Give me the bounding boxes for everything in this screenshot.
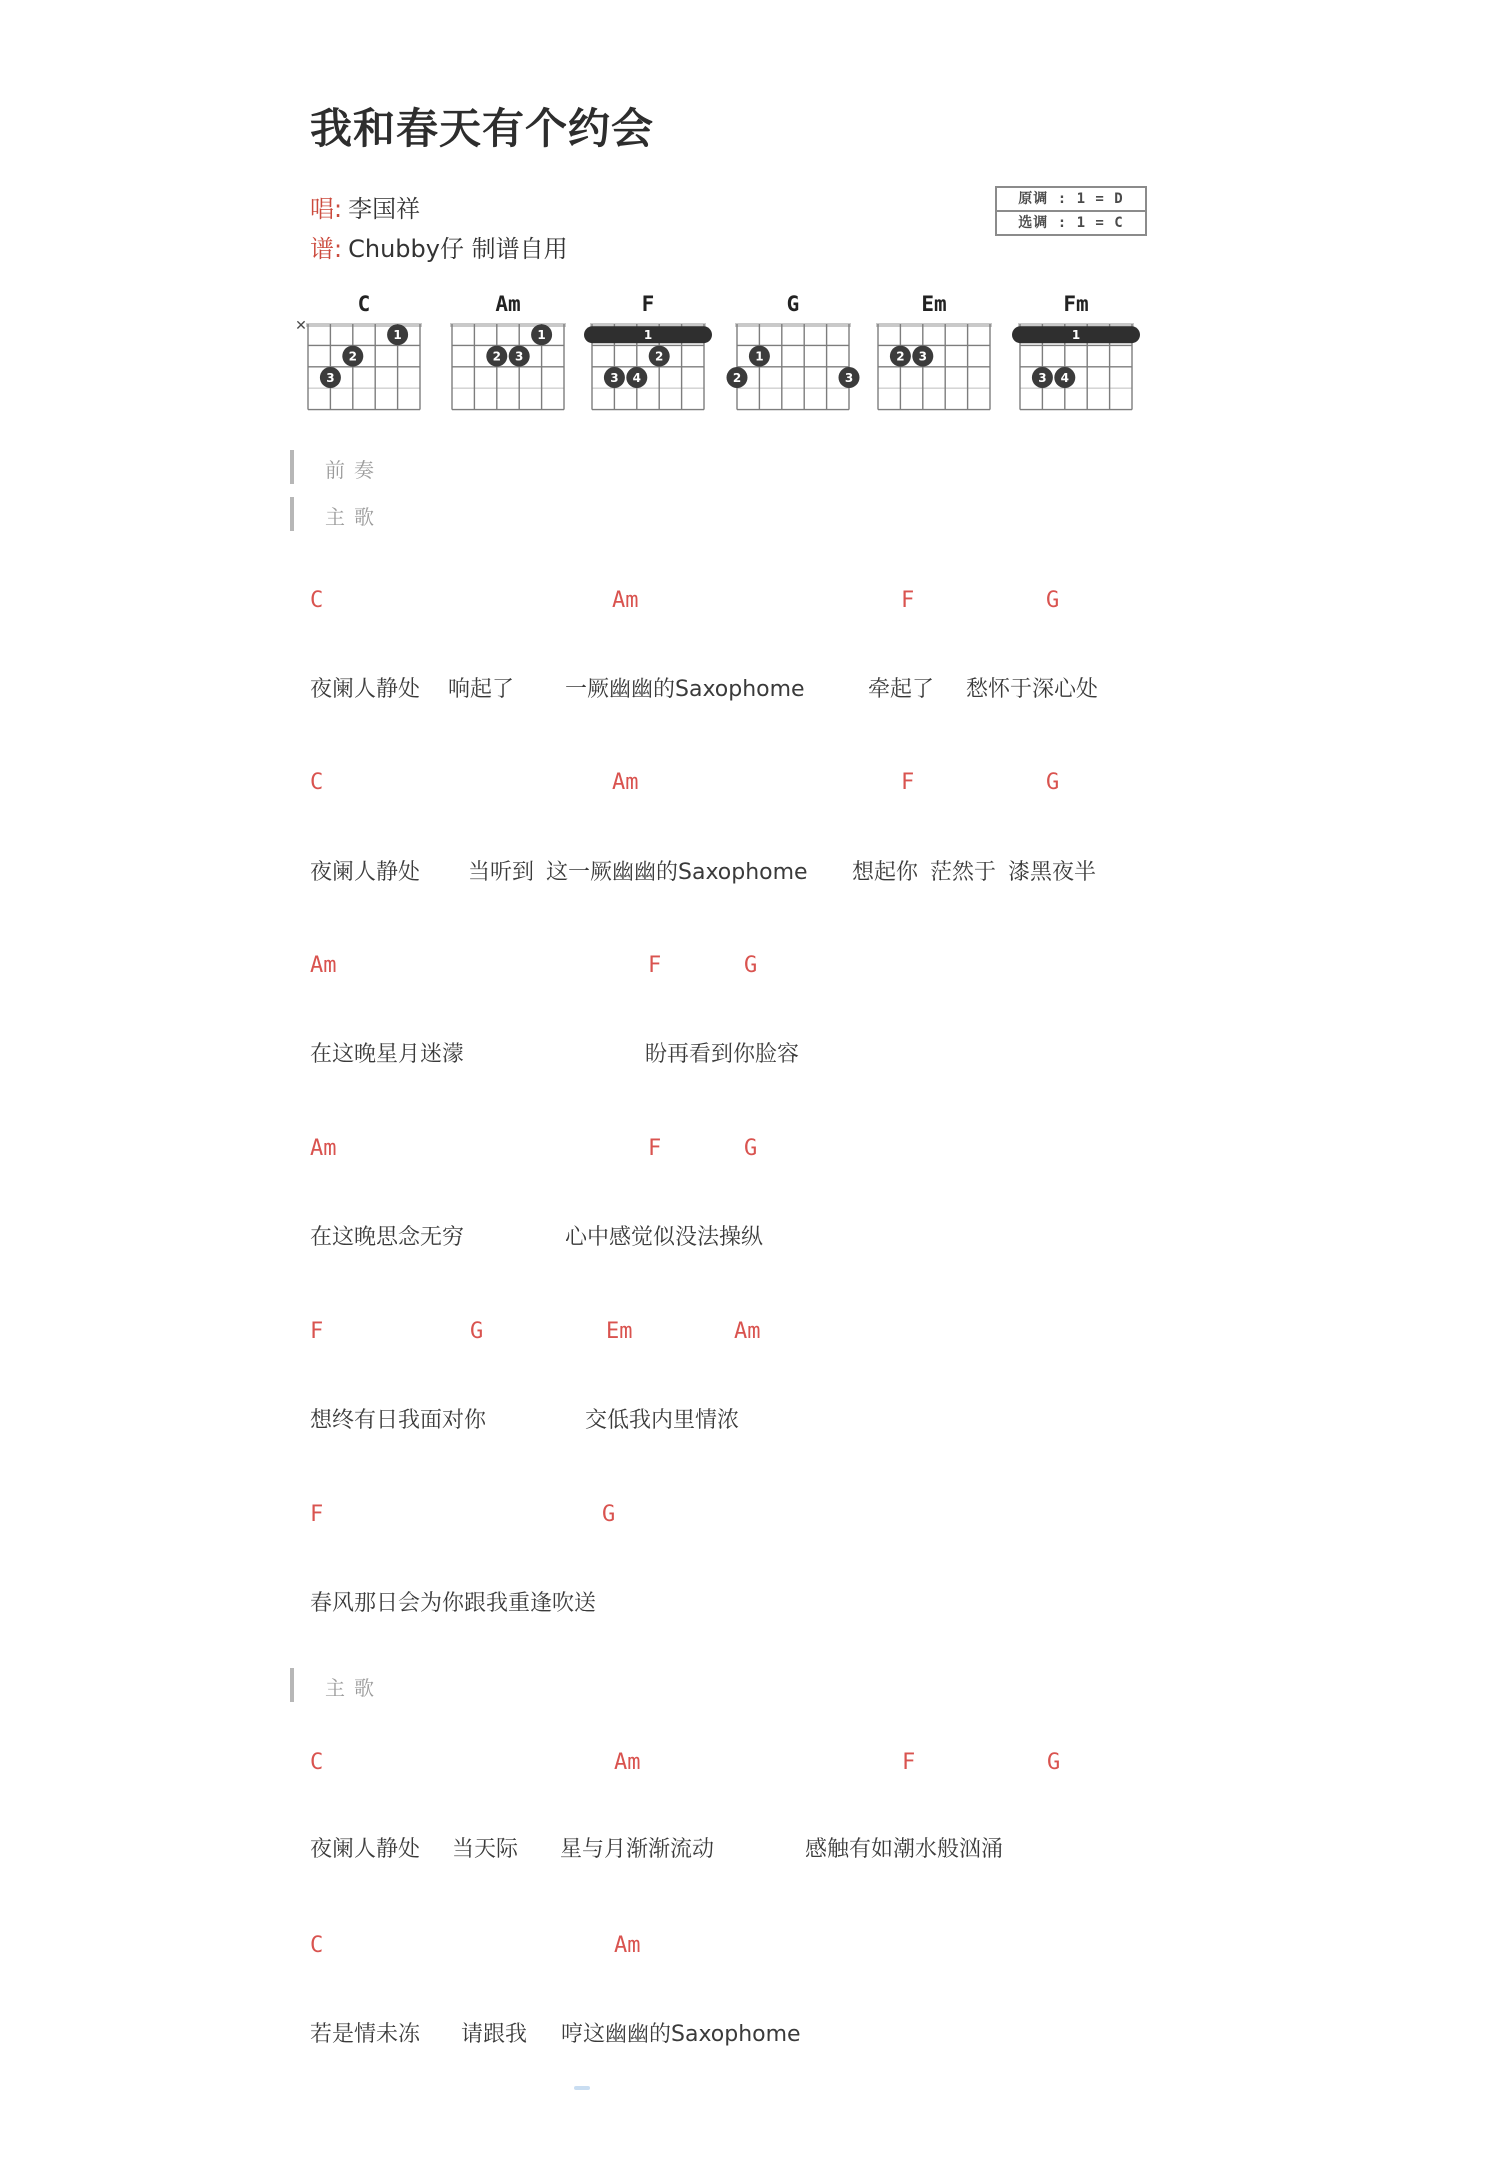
chord-symbol: F: [310, 1502, 324, 1527]
lyric-segment: 当天际: [452, 1837, 519, 1862]
section-marker: [290, 1668, 590, 1704]
section-marker: [290, 450, 590, 486]
finger-number: 1: [537, 328, 546, 343]
chord-line: [0, 1136, 1500, 1166]
page-title: 我和春天有个约会: [310, 104, 655, 153]
finger-number: 4: [632, 371, 641, 385]
section-label: 前奏: [325, 458, 383, 482]
lyric-line: [0, 672, 1500, 704]
fretboard-grid: [438, 319, 578, 419]
original-key: 原调 : 1 = D: [1018, 191, 1124, 207]
finger-number: 2: [896, 349, 905, 364]
chord-symbol: G: [602, 1502, 616, 1527]
barre-finger-number: 1: [643, 328, 653, 343]
lyric-segment: 若是情未冻: [310, 2022, 421, 2047]
chord-symbol: G: [744, 953, 758, 978]
lyric-segment: 盼再看到你脸容: [645, 1042, 800, 1067]
chord-diagram-Am: [438, 292, 578, 419]
lyric-segment: 春风那日会为你跟我重逢吹送: [310, 1591, 597, 1616]
chord-symbol: Am: [612, 770, 639, 795]
chord-line: [0, 770, 1500, 800]
chord-symbol: Am: [310, 953, 337, 978]
sheet-author-line: [310, 229, 568, 264]
lyric-segment: 哼这幽幽的Saxophome: [561, 2022, 801, 2047]
lyric-segment: 在这晚星月迷濛: [310, 1042, 465, 1067]
chord-line: [0, 1933, 1500, 1963]
chord-symbol: G: [1046, 770, 1060, 795]
chord-diagram-Em: [864, 292, 1004, 419]
lyric-segment: 夜阑人静处: [310, 860, 421, 885]
muted-string-marker: ✕: [295, 319, 307, 334]
finger-number: 2: [655, 349, 664, 364]
chord-diagram-title: G: [786, 292, 800, 316]
lyric-line: [0, 1403, 1500, 1435]
sheet-author: Chubby仔 制谱自用: [348, 235, 568, 263]
chord-diagram-F: [578, 292, 718, 419]
lyric-line: [0, 1220, 1500, 1252]
section-bar: [290, 450, 294, 484]
chord-symbol: F: [648, 953, 662, 978]
fretboard-grid: [294, 319, 434, 419]
chord-symbol: Am: [310, 1136, 337, 1161]
section-label: 主歌: [325, 505, 383, 529]
chord-line: [0, 1750, 1500, 1780]
chord-diagram-title: Em: [921, 292, 947, 316]
fretboard-grid: [578, 319, 718, 419]
key-info-box: [995, 186, 1147, 236]
chord-symbol: F: [648, 1136, 662, 1161]
chord-diagram-G: [723, 292, 863, 419]
chord-symbol: C: [310, 588, 324, 613]
chord-line: [0, 588, 1500, 618]
finger-number: 1: [393, 328, 402, 343]
lyric-line: [0, 855, 1500, 887]
chord-symbol: F: [901, 770, 915, 795]
finger-number: 3: [1038, 371, 1047, 385]
lyric-segment: 当听到: [468, 860, 535, 885]
chord-symbol: Am: [614, 1933, 641, 1958]
chord-diagram-title: F: [641, 292, 655, 316]
lyric-segment: 这一厥幽幽的Saxophome: [546, 860, 808, 885]
chord-symbol: Am: [734, 1319, 761, 1344]
lyric-line: [0, 1037, 1500, 1069]
lyric-segment: 漆黑夜半: [1008, 860, 1097, 885]
singer-name: 李国祥: [348, 195, 421, 223]
fretboard-grid: [1006, 319, 1146, 419]
finger-number: 3: [326, 371, 335, 385]
lyric-segment: 夜阑人静处: [310, 1837, 421, 1862]
barre-finger-number: 1: [1071, 328, 1081, 343]
finger-number: 2: [348, 349, 357, 364]
lyric-segment: 响起了: [448, 677, 515, 702]
singer-label: 唱:: [310, 195, 343, 223]
lyric-segment: 心中感觉似没法操纵: [565, 1225, 764, 1250]
chord-diagram-Fm: [1006, 292, 1146, 419]
lyric-segment: 一厥幽幽的Saxophome: [565, 677, 805, 702]
chord-symbol: Am: [612, 588, 639, 613]
section-label: 主歌: [325, 1676, 383, 1700]
chord-symbol: Am: [614, 1750, 641, 1775]
lyric-segment: 星与月渐渐流动: [560, 1837, 715, 1862]
section-bar: [290, 497, 294, 531]
chord-line: [0, 1502, 1500, 1532]
finger-number: 4: [1060, 371, 1069, 385]
chord-diagram-title: Fm: [1063, 292, 1089, 316]
finger-number: 3: [844, 371, 854, 385]
chord-diagram-C: [294, 292, 434, 419]
lyric-segment: 感触有如潮水般汹涌: [805, 1837, 1004, 1862]
finger-number: 3: [918, 349, 927, 364]
finger-number: 2: [732, 371, 742, 385]
lyric-segment: 想起你: [852, 860, 919, 885]
finger-number: 3: [515, 349, 524, 364]
chord-symbol: F: [310, 1319, 324, 1344]
lyric-segment: 牵起了: [868, 677, 935, 702]
section-bar: [290, 1668, 294, 1702]
lyric-segment: 交低我内里情浓: [585, 1408, 740, 1433]
lyric-line: [0, 1586, 1500, 1618]
lyric-line: [0, 1832, 1500, 1864]
lyric-segment: 想终有日我面对你: [310, 1408, 487, 1433]
singer-line: [310, 189, 420, 224]
chord-symbol: F: [902, 1750, 916, 1775]
lyric-segment: 夜阑人静处: [310, 677, 421, 702]
chord-line: [0, 953, 1500, 983]
lyric-segment: 愁怀于深心处: [966, 677, 1099, 702]
chord-diagram-title: Am: [495, 292, 521, 316]
finger-number: 2: [492, 349, 501, 364]
chord-symbol: Em: [606, 1319, 633, 1344]
chord-symbol: G: [470, 1319, 484, 1344]
lyric-line: [0, 2017, 1500, 2049]
chord-line: [0, 1319, 1500, 1349]
finger-number: 1: [755, 349, 764, 364]
chord-diagram-title: C: [357, 292, 371, 316]
lyric-segment: 在这晚思念无穷: [310, 1225, 465, 1250]
selected-key: 选调 : 1 = C: [997, 210, 1145, 234]
chord-symbol: G: [1047, 1750, 1061, 1775]
chord-symbol: G: [1046, 588, 1060, 613]
finger-number: 3: [610, 371, 619, 385]
stray-mark: [574, 2086, 590, 2090]
lyric-segment: 请跟我: [461, 2022, 528, 2047]
chord-symbol: C: [310, 1750, 324, 1775]
chord-symbol: C: [310, 770, 324, 795]
fretboard-grid: [864, 319, 1004, 419]
section-marker: [290, 497, 590, 533]
sheet-label: 谱:: [310, 235, 343, 263]
chord-symbol: G: [744, 1136, 758, 1161]
lyric-segment: 茫然于: [930, 860, 997, 885]
fretboard-grid: [723, 319, 863, 419]
chord-symbol: C: [310, 1933, 324, 1958]
chord-symbol: F: [901, 588, 915, 613]
